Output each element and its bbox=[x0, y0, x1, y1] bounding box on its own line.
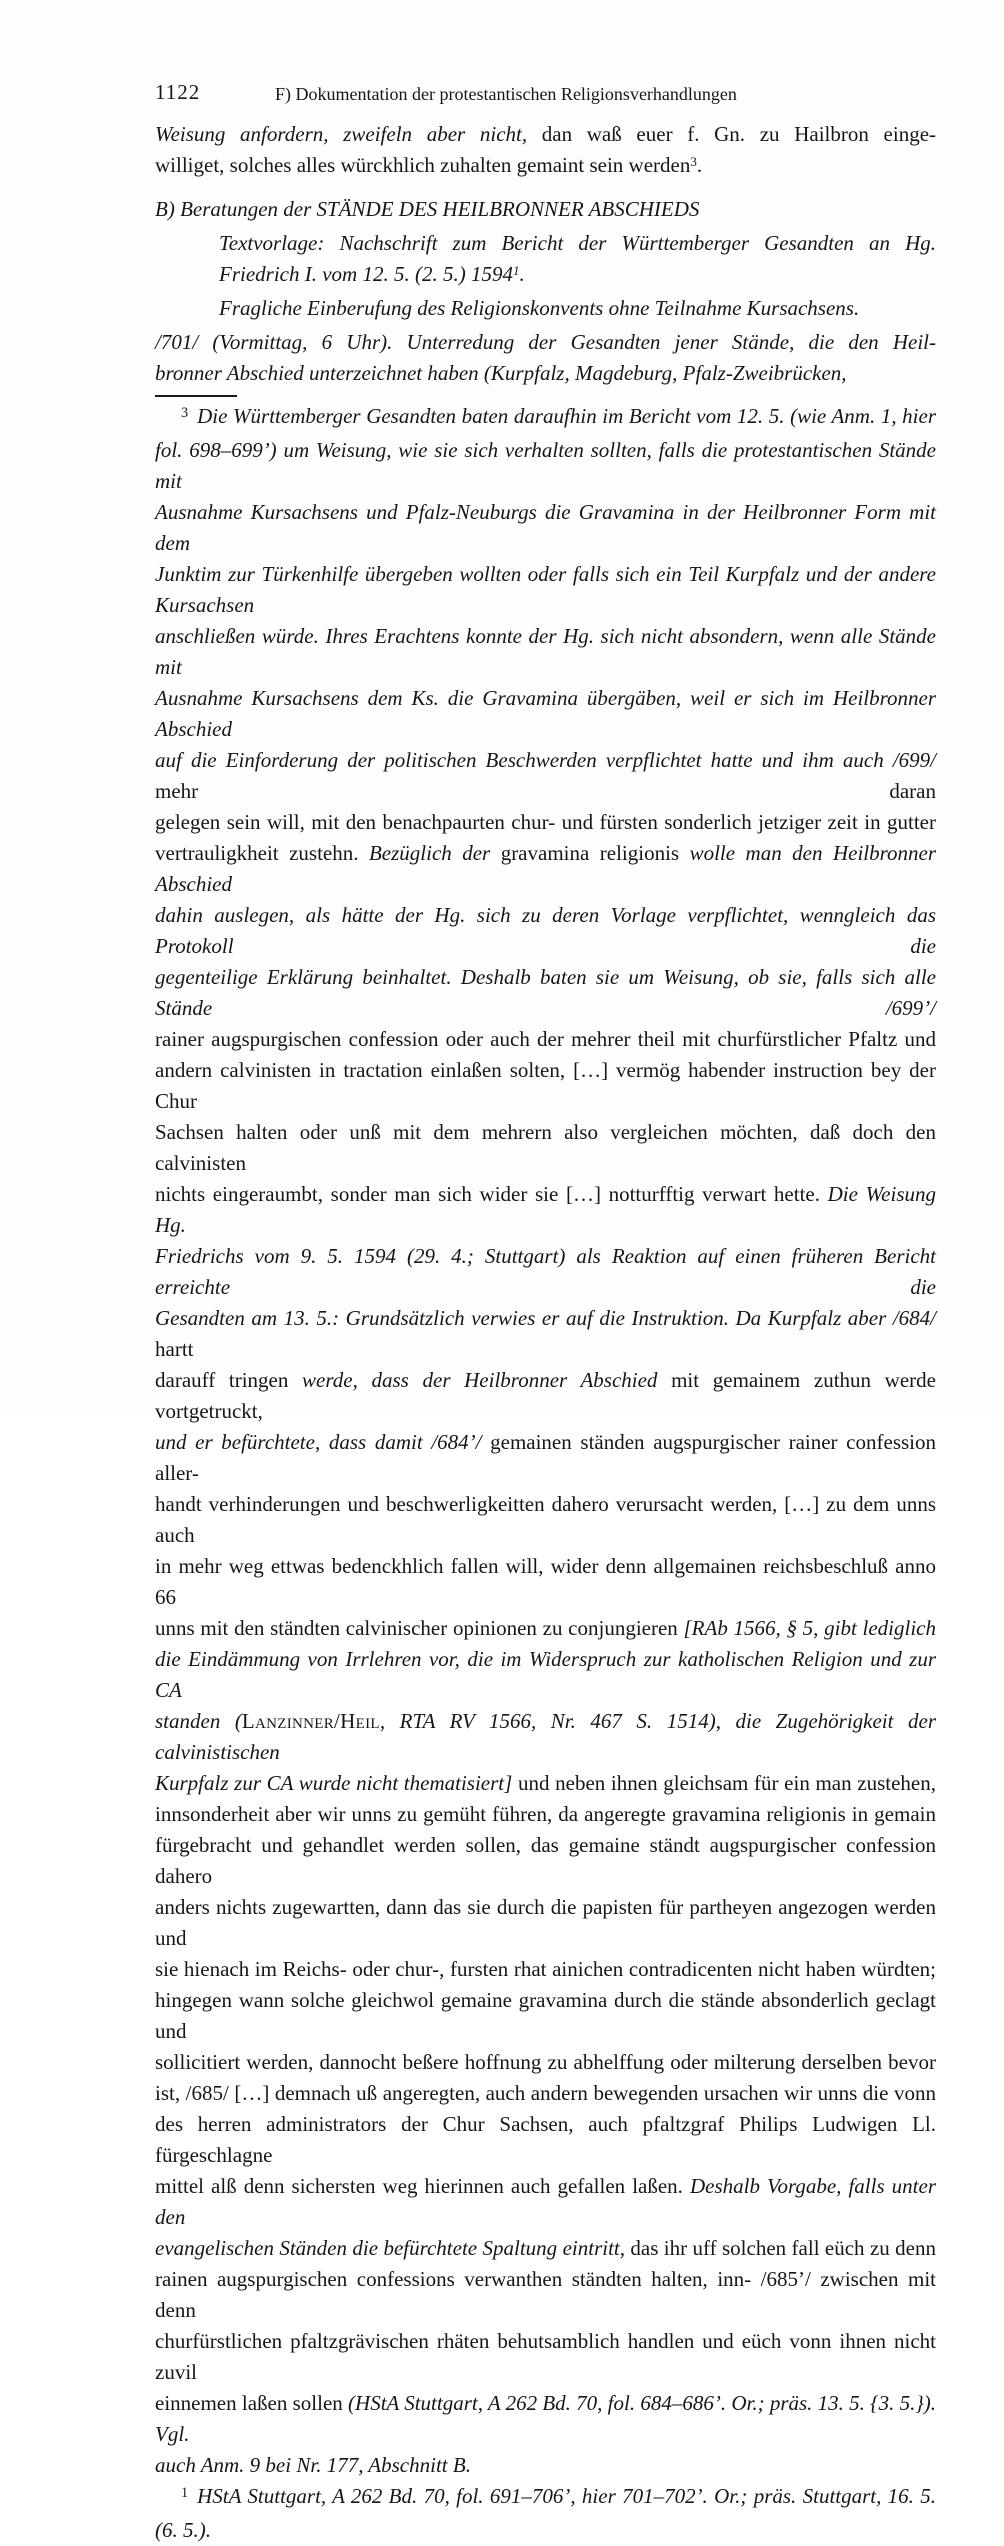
text-segment: Bezüglich der bbox=[368, 841, 501, 865]
text-segment: in mehr weg ettwas bedenckhlich fallen will, wider denn allgemainen reichsbeschluß anno 66 bbox=[155, 1554, 936, 1609]
text-segment: nichts eingeraumbt, sonder man sich wider sie […] notturfftig verwart hette. bbox=[155, 1182, 828, 1206]
text-line bbox=[155, 1427, 936, 1489]
text-line bbox=[155, 1551, 936, 1613]
text-segment: Die Württemberger Gesandten baten daraufhin im Bericht vom 12. 5. (wie Anm. 1, hier bbox=[197, 404, 936, 428]
text-segment: 3 bbox=[690, 154, 697, 170]
text-segment: Textvorlage: Nachschrift zum Bericht der Württemberger Gesandten an Hg. bbox=[219, 231, 936, 255]
text-segment: wolle man den Heilbronner Abschied bbox=[155, 841, 936, 896]
text-segment: dan waß euer f. Gn. zu Hailbron einge- bbox=[527, 122, 937, 146]
text-segment: anders nichts zugewartten, dann das sie durch die papisten für partheyen angezogen werden und bbox=[155, 1895, 936, 1950]
text-segment: rainen augspurgischen confessions verwanthen ständten halten, inn- /685’/ zwischen mit denn bbox=[155, 2267, 936, 2322]
text-line bbox=[155, 1799, 936, 1830]
text-segment: dahin auslegen, als hätte der Hg. sich zu deren Vorlage verpflichtet, wenngleich das Protokoll die bbox=[155, 903, 936, 958]
text-line bbox=[155, 1830, 936, 1892]
text-segment: fol. 698–699’) um Weisung, wie sie sich verhalten sollten, falls die protestantischen Stände mit bbox=[155, 438, 936, 493]
footnote-separator-rule bbox=[155, 395, 237, 397]
footnote-marker: 1 bbox=[181, 2485, 189, 2502]
footnotes bbox=[155, 401, 936, 2546]
paragraph-continuation bbox=[155, 119, 936, 183]
text-segment: Deshalb Vorgabe, falls unter den bbox=[155, 2174, 936, 2229]
text-segment: Ausnahme Kursachsens dem Ks. die Gravamina übergäben, weil er sich im Heilbronner Abschied bbox=[155, 686, 936, 741]
text-line bbox=[155, 559, 936, 621]
text-segment: Gesandten am 13. 5.: Grundsätzlich verwies er auf die Instruktion. Da Kurpfalz aber /684/ bbox=[155, 1306, 936, 1330]
text-line bbox=[155, 2109, 936, 2171]
text-segment: andern calvinisten in tractation einlaßen solten, […] vermög habender instruction bey der Chur bbox=[155, 1058, 936, 1113]
text-line bbox=[155, 1985, 936, 2047]
text-segment: [RAb 1566, § 5, gibt lediglich bbox=[683, 1616, 936, 1640]
text-segment: gelegen sein will, mit den benachpaurten chur- und fürsten sonderlich jetziger zeit in gutter bbox=[155, 810, 936, 834]
text-segment: fürgebracht und gehandlet werden sollen, das gemaine ständt augspurgischer confession dahero bbox=[155, 1833, 936, 1888]
text-segment: williget, solches alles würckhlich zuhalten gemaint sein werden bbox=[155, 153, 691, 177]
text-segment: vertrauligkheit zustehn. bbox=[155, 841, 369, 865]
text-line bbox=[155, 1489, 936, 1551]
text-line bbox=[155, 1892, 936, 1954]
text-line bbox=[155, 1024, 936, 1055]
text-line bbox=[155, 745, 936, 807]
text-segment: und er befürchtete, dass damit /684’/ bbox=[155, 1430, 482, 1454]
text-segment: anschließen würde. Ihres Erachtens konnte der Hg. sich nicht absondern, wenn alle Stände mit bbox=[155, 624, 936, 679]
text-segment: ist, /685/ […] demnach uß angeregten, auch andern bewegenden ursachen wir unns die vonn bbox=[155, 2081, 936, 2105]
text-segment: sie hienach im Reichs- oder chur-, fursten rhat ainichen contradicenten nicht haben würdten; bbox=[155, 1957, 936, 1981]
text-segment: mehr daran bbox=[155, 779, 936, 803]
text-line bbox=[155, 621, 936, 683]
text-segment: Friedrichs vom 9. 5. 1594 (29. 4.; Stuttgart) als Reaktion auf einen früheren Bericht erreichte die bbox=[155, 1244, 936, 1299]
text-line bbox=[155, 2388, 936, 2450]
text-segment: Ausnahme Kursachsens und Pfalz-Neuburgs die Gravamina in der Heilbronner Form mit dem bbox=[155, 500, 936, 555]
text-segment: Kurpfalz zur CA wurde nicht thematisiert] bbox=[155, 1771, 513, 1795]
text-line bbox=[155, 327, 936, 358]
text-line bbox=[155, 2233, 936, 2264]
text-segment: einnemen laßen sollen bbox=[155, 2391, 349, 2415]
text-segment: /701/ (Vormittag, 6 Uhr). Unterredung der Gesandten jener Stände, die den Heil- bbox=[155, 330, 936, 354]
section-heading: B) Beratungen der STÄNDE DES HEILBRONNER ABSCHIEDS bbox=[155, 197, 700, 221]
text-segment: das ihr uff solchen fall eüch zu denn bbox=[630, 2236, 936, 2260]
text-segment: HStA Stuttgart, A 262 Bd. 70, fol. 691–706’, hier 701–702’. Or.; präs. Stuttgart, 16. 5. (6. 5.). bbox=[155, 2484, 936, 2542]
text-line bbox=[155, 838, 936, 900]
text-segment: Die Weisung Hg. bbox=[155, 1182, 936, 1237]
text-segment: auf die Einforderung der politischen Beschwerden verpflichtet hatte und ihm auch /699/ bbox=[155, 748, 936, 772]
text-line bbox=[155, 358, 936, 389]
text-segment: hingegen wann solche gleichwol gemaine gravamina durch die stände absonderlich geclagt und bbox=[155, 1988, 936, 2043]
text-segment: (HStA Stuttgart, A 262 Bd. 70, fol. 684–686’. Or.; präs. 13. 5. {3. 5.}). Vgl. bbox=[155, 2391, 936, 2446]
textvorlage-note bbox=[219, 228, 936, 292]
text-segment: gegenteilige Erklärung beinhaltet. Deshalb baten sie um Weisung, ob sie, falls sich alle Stände /699’/ bbox=[155, 965, 936, 1020]
text-line bbox=[155, 401, 936, 435]
text-segment: sollicitiert werden, dannocht beßere hoffnung zu abhelffung oder milterung derselben bevor bbox=[155, 2050, 936, 2074]
text-segment: gemainen ständen augspurgischer rainer confession aller- bbox=[155, 1430, 937, 1485]
text-segment: standen ( bbox=[155, 1709, 242, 1733]
text-segment: . bbox=[519, 262, 525, 286]
text-segment: hartt bbox=[155, 1337, 194, 1361]
footnote-3 bbox=[155, 401, 936, 2481]
text-line bbox=[155, 497, 936, 559]
text-line bbox=[155, 2264, 936, 2326]
page-number: 1122 bbox=[155, 80, 201, 104]
text-line bbox=[155, 1179, 936, 1241]
text-segment: darauff tringen bbox=[155, 1368, 303, 1392]
text-line bbox=[155, 1303, 936, 1365]
text-segment: Weisung anfordern, zweifeln aber nicht, bbox=[155, 122, 528, 146]
text-line bbox=[155, 962, 936, 1024]
text-segment: unns mit den ständten calvinischer opinionen zu conjungieren bbox=[155, 1616, 684, 1640]
text-line bbox=[155, 900, 936, 962]
text-column bbox=[155, 0, 936, 2546]
text-line bbox=[155, 1768, 936, 1799]
text-segment: . bbox=[696, 153, 703, 177]
running-header bbox=[155, 79, 936, 105]
running-title: F) Dokumentation der protestantischen Religionsverhandlungen bbox=[275, 84, 737, 104]
text-line bbox=[155, 807, 936, 838]
text-segment: die Eindämmung von Irrlehren vor, die im Widerspruch zur katholischen Religion und zur CA bbox=[155, 1647, 936, 1702]
text-line bbox=[155, 2326, 936, 2388]
text-segment: bronner Abschied unterzeichnet haben (Kurpfalz, Magdeburg, Pfalz-Zweibrücken, bbox=[155, 361, 847, 385]
text-segment: evangelischen Ständen die befürchtete Spaltung eintritt, bbox=[155, 2236, 631, 2260]
text-segment: churfürstlichen pfaltzgrävischen rhäten behutsamblich handlen und eüch vonn ihnen nicht zuvil bbox=[155, 2329, 936, 2384]
text-segment: und neben ihnen gleichsam für ein man zustehen, bbox=[512, 1771, 937, 1795]
text-line bbox=[155, 119, 936, 150]
text-line bbox=[219, 228, 936, 259]
text-line bbox=[155, 2171, 936, 2233]
text-line bbox=[155, 1706, 936, 1768]
text-line bbox=[155, 1241, 936, 1303]
text-segment: auch Anm. 9 bei Nr. 177, Abschnitt B. bbox=[155, 2453, 471, 2477]
text-line bbox=[155, 1644, 936, 1706]
text-segment: mit gemainem zuthun werde vortgetruckt, bbox=[155, 1368, 936, 1423]
text-segment: gravamina religionis bbox=[500, 841, 690, 865]
text-segment: Sachsen halten oder unß mit dem mehrern also vergleichen möchten, daß doch den calvinisten bbox=[155, 1120, 936, 1175]
text-segment: 1 bbox=[512, 263, 520, 279]
text-line bbox=[155, 1954, 936, 1985]
text-line bbox=[155, 2078, 936, 2109]
footnote-marker: 3 bbox=[181, 405, 189, 422]
text-segment: werde, dass der Heilbronner Abschied bbox=[302, 1368, 672, 1392]
text-segment: Friedrich I. vom 12. 5. (2. 5.) 1594 bbox=[219, 262, 513, 286]
text-line bbox=[155, 435, 936, 497]
text-segment: des herren administrators der Chur Sachsen, auch pfaltzgraf Philips Ludwigen Ll. fürgeschlagne bbox=[155, 2112, 936, 2167]
text-line bbox=[155, 150, 936, 183]
text-line bbox=[155, 2481, 936, 2546]
text-line bbox=[155, 1117, 936, 1179]
text-segment: Lanzinner/Heil bbox=[241, 1709, 380, 1733]
text-segment: rainer augspurgischen confession oder auch der mehrer theil mit churfürstlicher Pfaltz und bbox=[155, 1027, 936, 1051]
subject-line: Fragliche Einberufung des Religionskonvents ohne Teilnahme Kursachsens. bbox=[219, 296, 860, 320]
text-line bbox=[155, 1055, 936, 1117]
text-line bbox=[155, 1613, 936, 1644]
text-line bbox=[219, 259, 936, 292]
text-line bbox=[155, 683, 936, 745]
text-segment: mittel alß denn sichersten weg hierinnen auch gefallen laßen. bbox=[155, 2174, 690, 2198]
text-line bbox=[155, 2450, 936, 2481]
paragraph-701 bbox=[155, 327, 936, 389]
text-segment: handt verhinderungen und beschwerligkeitten dahero verursacht werden, […] zu dem unns auch bbox=[155, 1492, 936, 1547]
text-segment: , RTA RV 1566, Nr. 467 S. 1514), die Zugehörigkeit der calvinistischen bbox=[155, 1709, 936, 1764]
text-segment: Junktim zur Türkenhilfe übergeben wollten oder falls sich ein Teil Kurpfalz und der andere Kursachsen bbox=[155, 562, 936, 617]
text-segment: innsonderheit aber wir unns zu gemüht führen, da angeregte gravamina religionis in gemain bbox=[155, 1802, 936, 1826]
text-line bbox=[155, 2047, 936, 2078]
footnote-1 bbox=[155, 2481, 936, 2546]
